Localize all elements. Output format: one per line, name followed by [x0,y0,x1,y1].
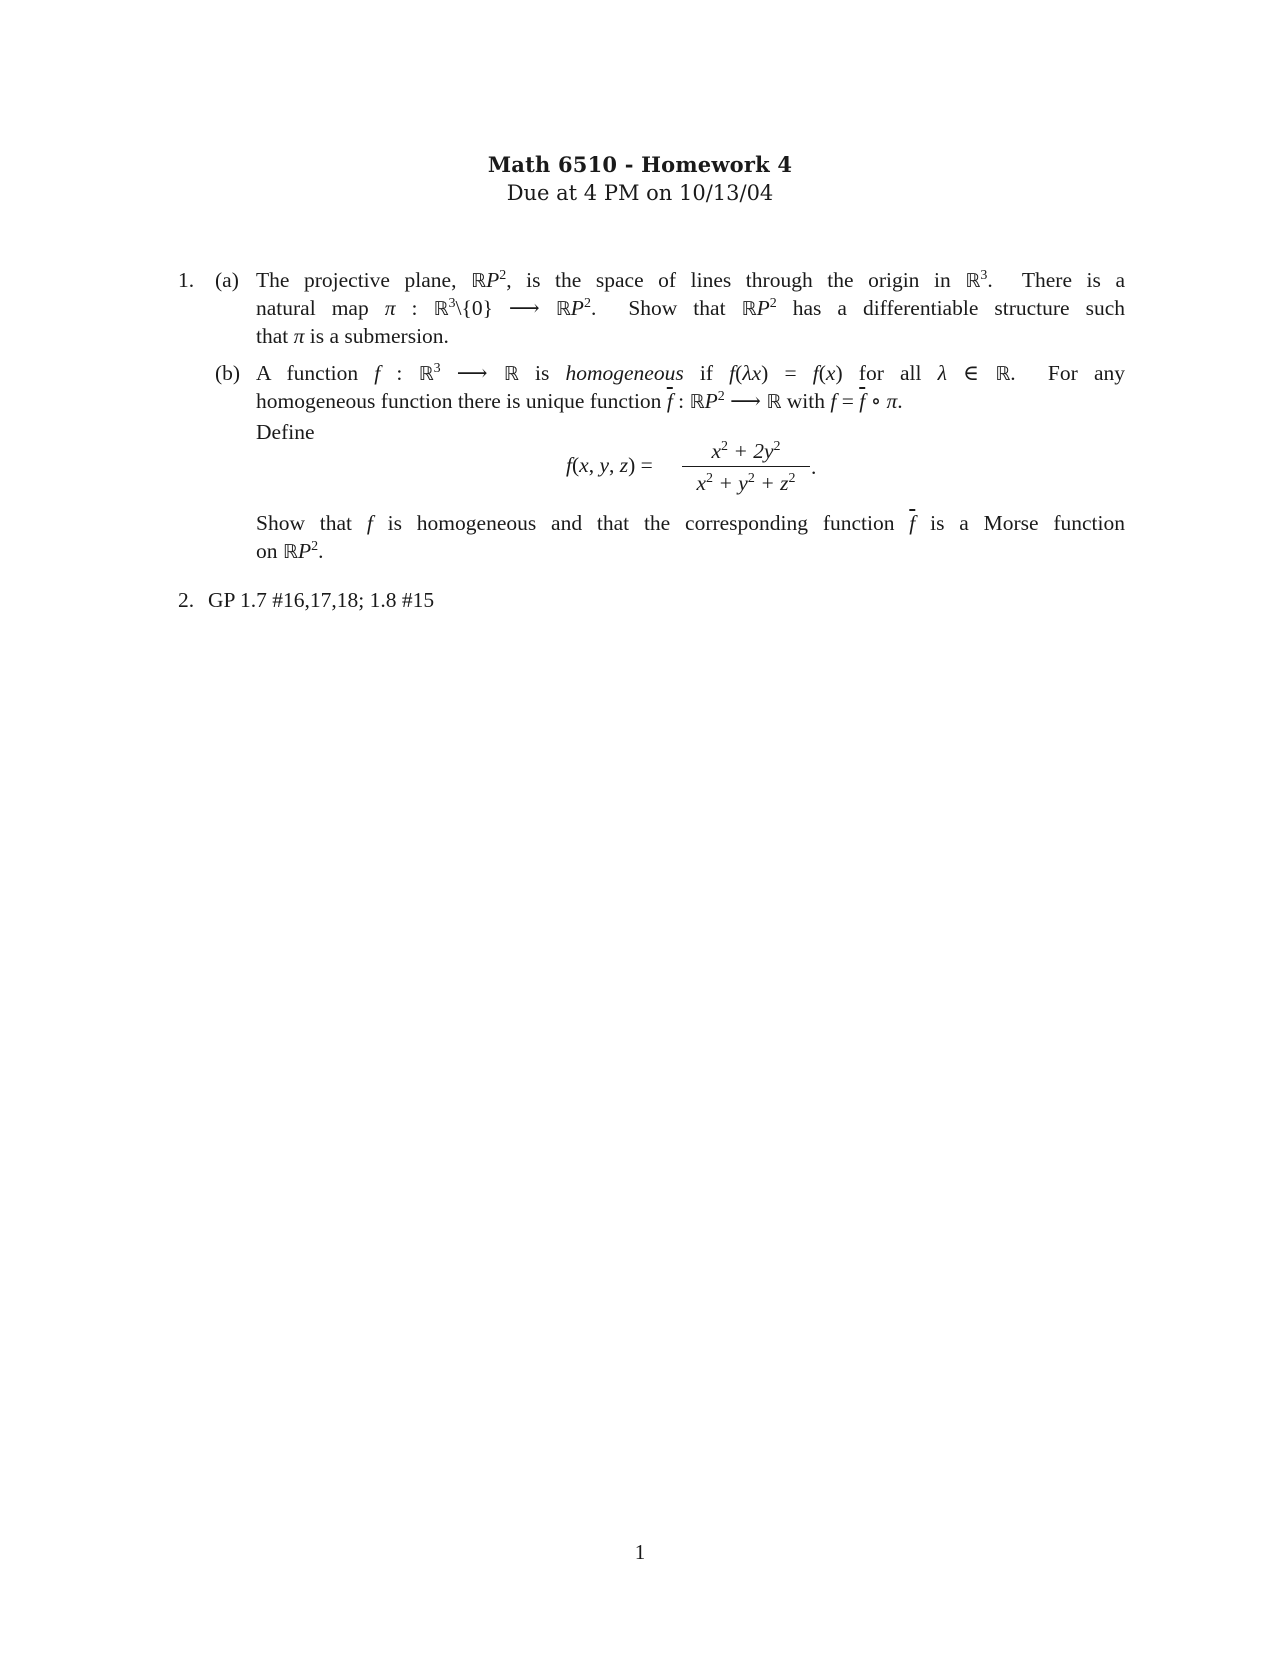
problem-1-number: 1. [178,268,195,292]
document-subtitle: Due at 4 PM on 10/13/04 [506,181,774,205]
document-title: Math 6510 - Homework 4 [487,152,793,177]
problem-1a-line-1: The projective plane, ℝP$^2$, is the space of lines through the origin in ℝ$^3$. There is a [256,268,1125,292]
problem-1a-label: (a) [215,268,239,292]
problem-1b-define: Define [256,420,315,444]
equation-lhs: f(x, y, z) = [566,453,653,477]
problem-2-text: GP 1.7 #16,17,18; 1.8 #15 [208,588,435,612]
problem-1b-line-1: A function f : ℝ$^3$ ⟶ ℝ is homogeneous if f(λx) = f(x) for all λ ∈ ℝ. For any [256,361,1125,385]
equation-period: . [811,455,817,479]
problem-1b-label: (b) [215,361,241,385]
equation-numerator: $x^2 + 2y^2$ [711,439,781,463]
equation-denominator: $x^2 + y^2 + z^2$ [696,471,796,495]
problem-1b-line-4: Show that f is homogeneous and that the corresponding function $\overline{f}$ is a Morse function [256,511,1125,535]
page-number: 1 [634,1540,646,1564]
equation-fraction [682,438,810,496]
problem-1b-line-2: homogeneous function there is unique function $\overline{f}$ : ℝP$^2$ ⟶ ℝ with $f = \overline{f}$ ∘ π. [256,389,903,413]
fraction-bar [682,466,810,467]
problem-1b-line-5: on ℝP$^2$. [256,539,324,563]
problem-1a-line-3: that π is a submersion. [256,324,449,348]
problem-2-number: 2. [178,588,195,612]
problem-1a-line-2: natural map π : ℝ$^3$\{0} ⟶ ℝP$^2$. Show that ℝP$^2$ has a differentiable structure such [256,296,1125,320]
